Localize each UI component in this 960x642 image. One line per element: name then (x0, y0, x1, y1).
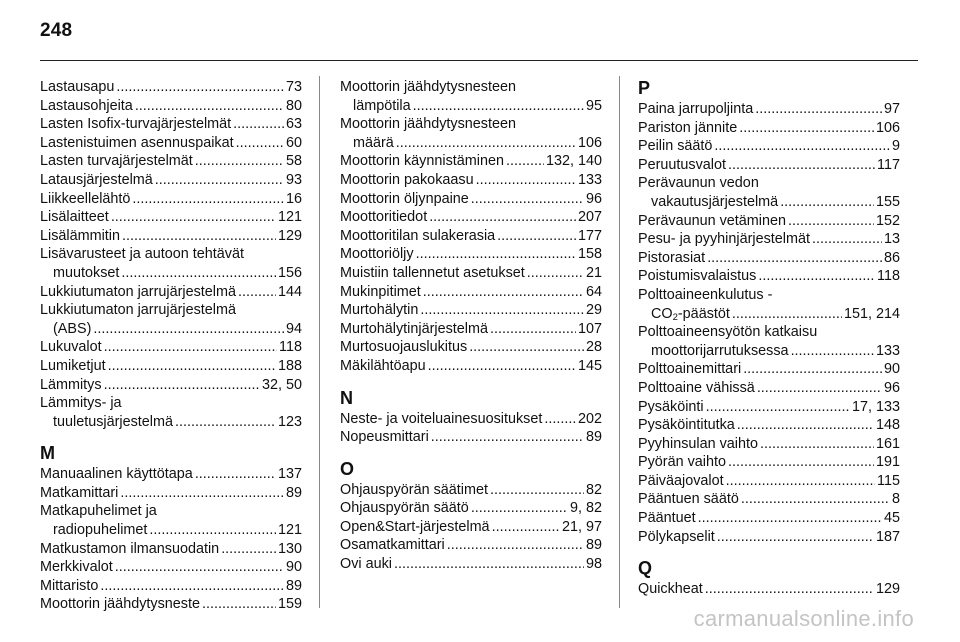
entry-term-continued: moottorijarrutuksessa (651, 342, 789, 359)
index-entry (638, 249, 900, 268)
entry-term: Lastenistuimen asennuspaikat (40, 134, 234, 151)
entry-pages: 107 (577, 320, 602, 337)
index-entry (340, 536, 602, 555)
index-entry (638, 360, 900, 379)
entry-pages: 158 (577, 246, 602, 263)
entry-term: Lukkiutumaton jarrujärjestelmä (40, 283, 236, 300)
dot-leader (120, 484, 284, 503)
entry-pages: 96 (883, 379, 900, 396)
dot-leader (195, 465, 276, 484)
entry-pages: 144 (277, 283, 302, 300)
index-entry (638, 212, 900, 231)
index-entry (340, 301, 602, 320)
entry-pages: 28 (585, 339, 602, 356)
entry-pages: 89 (585, 537, 602, 554)
entry-pages: 89 (585, 429, 602, 446)
index-entry (638, 230, 900, 249)
dot-leader (757, 379, 882, 398)
entry-pages: 159 (277, 596, 302, 613)
dot-leader (706, 398, 850, 417)
entry-term: Lastausapu (40, 79, 115, 95)
dot-leader (780, 193, 874, 212)
entry-pages: 89 (285, 484, 302, 501)
entry-term: Peruutusvalot (638, 156, 726, 173)
entry-term: Lasten turvajärjestelmät (40, 153, 193, 170)
entry-term: Pääntuen säätö (638, 491, 739, 508)
index-entry (340, 518, 602, 537)
index-entry (340, 410, 602, 429)
index-entry (638, 323, 900, 360)
index-entry (40, 301, 302, 338)
entry-term: Lukuvalot (40, 339, 102, 356)
entry-term: Polttoainemittari (638, 361, 742, 378)
entry-term: Pääntuet (638, 510, 696, 527)
index-entry (638, 509, 900, 528)
index-entry (340, 245, 602, 264)
dot-leader (233, 115, 284, 134)
section-letter-n: N (340, 387, 353, 408)
dot-leader (497, 227, 576, 246)
entry-term: Polttoaineenkulutus - (638, 286, 773, 303)
dot-leader (202, 595, 276, 614)
index-entry (638, 435, 900, 454)
entry-term: Moottorin öljynpaine (340, 190, 469, 207)
entry-term: Paina jarrupoljinta (638, 101, 754, 117)
index-column-1 (40, 78, 302, 614)
section-letter-m: M (40, 443, 55, 464)
entry-term: Mukinpitimet (340, 283, 421, 300)
entry-pages: 118 (279, 339, 302, 356)
entry-term-continued: vakautusjärjestelmä (651, 193, 779, 210)
dot-leader (121, 264, 276, 283)
entry-pages: 29 (585, 302, 602, 319)
index-entry (40, 115, 302, 134)
entry-term-continued: tuuletusjärjestelmä (53, 413, 173, 430)
entry-term: Murtohälytinjärjestelmä (340, 320, 488, 337)
entry-pages: 58 (285, 153, 302, 170)
entry-pages: 145 (577, 357, 602, 374)
entry-term: Lasten Isofix-turvajärjestelmät (40, 116, 232, 133)
dot-leader (111, 208, 276, 227)
dot-leader (812, 230, 882, 249)
dot-leader (135, 97, 284, 116)
site-watermark: carmanualsonline.info (693, 606, 914, 631)
index-entry (40, 484, 302, 503)
entry-term: Pyörän vaihto (638, 454, 726, 471)
index-entry (340, 428, 602, 447)
index-entry (638, 528, 900, 547)
index-entry (638, 286, 900, 323)
entry-term: Pysäköintitutka (638, 417, 735, 434)
dot-leader (755, 100, 882, 119)
entry-term: Murtohälytin (340, 302, 419, 319)
entry-term: Pysäköinti (638, 398, 704, 415)
entry-term: Pistorasiat (638, 249, 706, 266)
entry-pages: 151, 214 (843, 305, 900, 322)
entry-term: Ohjauspyörän säätimet (340, 481, 488, 498)
index-entry (638, 580, 900, 599)
section-letter-o: O (340, 458, 355, 479)
index-entry (340, 283, 602, 302)
entry-term: Osamatkamittari (340, 537, 445, 554)
entry-term: Moottoritiedot (340, 209, 428, 226)
index-entry (340, 190, 602, 209)
entry-pages: 129 (875, 581, 900, 598)
entry-term-continued: (ABS) (53, 320, 92, 337)
co2-label: CO (651, 305, 673, 322)
dot-leader (428, 357, 576, 376)
entry-pages: 13 (883, 231, 900, 248)
entry-term: Moottoriöljy (340, 246, 414, 263)
dot-leader (490, 481, 584, 500)
entry-term: Matkapuhelimet ja (40, 503, 157, 520)
header-rule (40, 60, 918, 61)
index-entry (638, 267, 900, 286)
index-entry (40, 134, 302, 153)
entry-term: Lämmitys- ja (40, 395, 122, 412)
entry-term: Lukkiutumaton jarrujärjestelmä (40, 302, 236, 319)
dot-leader (471, 499, 568, 518)
entry-pages: 21 (585, 264, 602, 281)
dot-leader (728, 156, 875, 175)
column-divider (319, 76, 320, 608)
entry-pages: 187 (875, 528, 900, 545)
entry-term: Mittaristo (40, 577, 99, 594)
emissions-label: -päästöt (677, 305, 730, 322)
entry-term: Matkamittari (40, 484, 119, 501)
entry-pages: 133 (577, 171, 602, 188)
entry-term-continued: määrä (353, 134, 394, 151)
dot-leader (396, 134, 576, 153)
entry-pages: 21, 97 (561, 518, 602, 535)
dot-leader (122, 227, 276, 246)
entry-term: Neste- ja voiteluainesuositukset (340, 410, 543, 427)
entry-term-continued: radiopuhelimet (53, 522, 148, 539)
index-entry (638, 416, 900, 435)
entry-pages: 16 (285, 190, 302, 207)
entry-term: Ohjauspyörän säätö (340, 500, 469, 517)
index-entry (340, 227, 602, 246)
entry-pages: 161 (875, 435, 900, 452)
index-entry (340, 171, 602, 190)
section-letter-q: Q (638, 558, 653, 579)
index-entry (40, 357, 302, 376)
dot-leader (469, 338, 584, 357)
entry-term: Latausjärjestelmä (40, 171, 153, 188)
index-entry (40, 208, 302, 227)
dot-leader (705, 580, 874, 599)
dot-leader (132, 190, 284, 209)
index-entry (40, 171, 302, 190)
entry-pages: 115 (877, 472, 900, 489)
index-entry (40, 595, 302, 614)
index-entry (40, 245, 302, 282)
index-entry (638, 490, 900, 509)
dot-leader (413, 97, 584, 116)
index-entry (340, 338, 602, 357)
dot-leader (743, 360, 882, 379)
entry-pages: 152 (875, 212, 900, 229)
entry-term: Lämmitys (40, 376, 102, 393)
index-entry (340, 481, 602, 500)
entry-pages: 123 (277, 413, 302, 430)
entry-term: Lisälämmitin (40, 227, 120, 244)
entry-pages: 94 (285, 320, 302, 337)
entry-pages: 155 (875, 193, 900, 210)
entry-term: Polttoaineensyötön katkaisu (638, 324, 818, 341)
entry-pages: 129 (277, 227, 302, 244)
dot-leader (476, 171, 576, 190)
entry-pages: 90 (285, 559, 302, 576)
entry-term: Muistiin tallennetut asetukset (340, 264, 525, 281)
entry-pages: 133 (875, 342, 900, 359)
index-entry (40, 78, 302, 97)
entry-pages: 63 (285, 116, 302, 133)
entry-term: Pölykapselit (638, 528, 715, 545)
index-entry (638, 174, 900, 211)
index-entry (340, 555, 602, 574)
section-letter-p: P (638, 78, 651, 98)
dot-leader (447, 536, 584, 555)
entry-term: Lumiketjut (40, 357, 106, 374)
index-entry (40, 283, 302, 302)
entry-pages: 117 (877, 156, 900, 173)
index-entry (40, 97, 302, 116)
dot-leader (155, 171, 284, 190)
dot-leader (238, 283, 276, 302)
entry-pages: 188 (277, 357, 302, 374)
entry-term: Ovi auki (340, 556, 392, 573)
index-entry (638, 379, 900, 398)
dot-leader (714, 137, 890, 156)
entry-term-continued: lämpötila (353, 97, 411, 114)
dot-leader (492, 518, 560, 537)
entry-term: Moottorin jäähdytysnesteen (340, 116, 516, 133)
entry-term: Matkustamon ilmansuodatin (40, 540, 220, 557)
co2-subscript: 2 (672, 311, 678, 323)
index-entry (40, 227, 302, 246)
index-entry (40, 190, 302, 209)
entry-term: Peilin säätö (638, 138, 713, 155)
dot-leader (221, 540, 276, 559)
entry-term: Moottorin käynnistäminen (340, 153, 504, 170)
entry-term: Manuaalinen käyttötapa (40, 466, 193, 483)
dot-leader (791, 342, 874, 361)
index-entry (340, 357, 602, 376)
entry-pages: 32, 50 (261, 376, 302, 393)
entry-term: Murtosuojauslukitus (340, 339, 468, 356)
entry-pages: 202 (577, 410, 602, 427)
dot-leader (732, 305, 842, 324)
entry-term: Merkkivalot (40, 559, 113, 576)
entry-term: Moottorin pakokaasu (340, 171, 474, 188)
entry-pages: 90 (883, 361, 900, 378)
entry-term: Lisälaitteet (40, 209, 109, 226)
entry-term: Liikkeellelähtö (40, 190, 131, 207)
entry-term: Moottorin jäähdytysneste (40, 596, 200, 613)
dot-leader (100, 577, 284, 596)
entry-term: Mäkilähtöapu (340, 357, 426, 374)
index-entry (638, 100, 900, 119)
entry-pages: 130 (277, 540, 302, 557)
entry-pages: 82 (585, 481, 602, 498)
index-column-3 (638, 78, 900, 599)
dot-leader (741, 490, 890, 509)
entry-term: Pyyhinsulan vaihto (638, 435, 758, 452)
entry-pages: 96 (585, 190, 602, 207)
entry-pages: 93 (285, 171, 302, 188)
index-entry (638, 453, 900, 472)
entry-term: Quickheat (638, 581, 703, 598)
dot-leader (737, 416, 874, 435)
index-entry (40, 502, 302, 539)
dot-leader (739, 119, 874, 138)
entry-pages: 17, 133 (851, 398, 900, 415)
entry-term: Polttoaine vähissä (638, 379, 755, 396)
entry-pages: 95 (585, 97, 602, 114)
dot-leader (394, 555, 584, 574)
index-column-2 (340, 78, 602, 574)
index-entry (340, 115, 602, 152)
entry-term: Nopeusmittari (340, 429, 429, 446)
page-number: 248 (40, 20, 73, 41)
dot-leader (527, 264, 584, 283)
entry-term: Pesu- ja pyyhinjärjestelmät (638, 231, 810, 248)
entry-term: Moottoritilan sulakerasia (340, 227, 496, 244)
dot-leader (195, 152, 284, 171)
index-entry (40, 394, 302, 431)
index-entry (340, 152, 602, 171)
dot-leader (429, 208, 576, 227)
dot-leader (760, 435, 874, 454)
entry-term: Perävaunun vetäminen (638, 212, 787, 229)
index-entry (638, 119, 900, 138)
entry-term: Moottorin jäähdytysnesteen (340, 79, 516, 95)
index-entry (40, 465, 302, 484)
index-entry (40, 376, 302, 395)
dot-leader (175, 413, 276, 432)
index-entry (638, 398, 900, 417)
entry-pages: 191 (875, 454, 900, 471)
dot-leader (416, 245, 576, 264)
entry-pages: 64 (585, 283, 602, 300)
entry-pages: 132, 140 (545, 153, 602, 170)
entry-pages: 80 (285, 97, 302, 114)
index-entry (340, 320, 602, 339)
entry-pages: 8 (891, 491, 900, 508)
dot-leader (108, 357, 276, 376)
entry-pages: 121 (277, 209, 302, 226)
dot-leader (707, 249, 882, 268)
index-entry (340, 499, 602, 518)
entry-pages: 148 (875, 417, 900, 434)
entry-pages: 89 (285, 577, 302, 594)
dot-leader (236, 134, 284, 153)
entry-term: Perävaunun vedon (638, 175, 759, 192)
dot-leader (490, 320, 576, 339)
entry-pages: 60 (285, 134, 302, 151)
dot-leader (420, 301, 584, 320)
index-entry (40, 152, 302, 171)
index-entry (638, 137, 900, 156)
entry-pages: 156 (277, 264, 302, 281)
dot-leader (116, 78, 284, 97)
entry-term: Lisävarusteet ja autoon tehtävät (40, 246, 245, 263)
entry-pages: 9, 82 (569, 500, 602, 517)
dot-leader (423, 283, 584, 302)
entry-term-continued: muutokset (53, 264, 120, 281)
entry-pages: 73 (285, 79, 302, 95)
index-entry (40, 558, 302, 577)
dot-leader (758, 267, 875, 286)
entry-pages: 121 (277, 522, 302, 539)
entry-term: Poistumisvalaistus (638, 268, 757, 285)
dot-leader (115, 558, 284, 577)
entry-pages: 97 (883, 101, 900, 117)
index-entry (340, 264, 602, 283)
index-entry (340, 78, 602, 115)
index-entry (40, 540, 302, 559)
entry-pages: 98 (585, 556, 602, 573)
index-entry (340, 208, 602, 227)
index-entry (40, 577, 302, 596)
dot-leader (431, 428, 584, 447)
entry-pages: 9 (891, 138, 900, 155)
dot-leader (471, 190, 584, 209)
index-entry (638, 156, 900, 175)
entry-pages: 207 (577, 209, 602, 226)
entry-pages: 106 (875, 119, 900, 136)
entry-term: Open&Start-järjestelmä (340, 518, 490, 535)
dot-leader (104, 338, 277, 357)
dot-leader (788, 212, 874, 231)
dot-leader (726, 472, 875, 491)
dot-leader (717, 528, 874, 547)
dot-leader (728, 453, 874, 472)
entry-term: Pariston jännite (638, 119, 738, 136)
entry-term-continued (651, 305, 730, 324)
entry-pages: 137 (277, 466, 302, 483)
dot-leader (544, 410, 576, 429)
dot-leader (698, 509, 882, 528)
entry-pages: 106 (577, 134, 602, 151)
entry-pages: 45 (883, 510, 900, 527)
entry-pages: 118 (877, 268, 900, 285)
dot-leader (93, 320, 284, 339)
column-divider (619, 76, 620, 608)
dot-leader (149, 521, 276, 540)
entry-term: Päiväajovalot (638, 472, 724, 489)
entry-pages: 86 (883, 249, 900, 266)
index-entry (40, 338, 302, 357)
dot-leader (104, 376, 260, 395)
index-entry (638, 472, 900, 491)
dot-leader (506, 152, 544, 171)
entry-term: Lastausohjeita (40, 97, 133, 114)
entry-pages: 177 (577, 227, 602, 244)
